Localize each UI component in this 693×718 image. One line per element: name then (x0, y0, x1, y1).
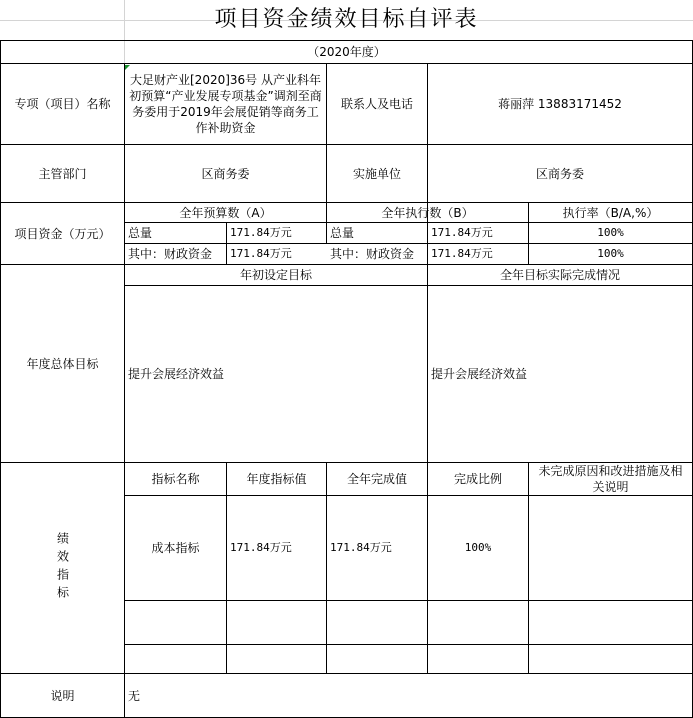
annual-goal-label: 年度总体目标 (26, 356, 99, 371)
funds-budget-value: 171.84万元 (230, 247, 292, 260)
year-label: （2020年度） (307, 45, 386, 59)
rate-header: 执行率（B/A,%） (562, 205, 659, 220)
funds-row-label: 总量 (330, 226, 355, 240)
dept-value: 区商务委 (201, 166, 250, 181)
project-name-value: 大足财产业[2020]36号 从产业科年初预算“产业发展专项基金”调剂至商务委用于2019年会展促销等商务工作补助资金 (129, 73, 322, 135)
funds-budget-value: 171.84万元 (230, 226, 292, 239)
exec-header: 全年执行数（B） (381, 205, 474, 220)
budget-header: 全年预算数（A） (179, 205, 272, 220)
indicator-target: 171.84万元 (230, 541, 292, 554)
reason-header: 未完成原因和改进措施及相关说明 (538, 464, 683, 494)
funds-rate-value: 100% (597, 247, 624, 260)
performance-label: 绩效指标 (55, 532, 70, 604)
funds-row-label: 总量 (128, 226, 153, 240)
dept-label: 主管部门 (38, 166, 87, 181)
indicator-name-header: 指标名称 (151, 472, 200, 486)
funds-row-label: 其中：财政资金 (330, 247, 415, 261)
impl-unit-value: 区商务委 (535, 166, 584, 181)
contact-value: 蒋丽萍 13883171452 (498, 97, 622, 111)
indicator-ratio: 100% (464, 541, 492, 554)
indicator-completed: 171.84万元 (330, 541, 392, 554)
impl-unit-label: 实施单位 (352, 166, 401, 181)
completed-value-header: 全年完成值 (346, 472, 407, 486)
page-title: 项目资金绩效目标自评表 (214, 7, 479, 32)
contact-label: 联系人及电话 (340, 97, 413, 111)
notes-label: 说明 (50, 688, 75, 703)
actual-goal-header: 全年目标实际完成情况 (499, 268, 620, 282)
indicator-name: 成本指标 (151, 541, 200, 555)
funds-label: 项目资金（万元） (14, 226, 111, 241)
project-name-label: 专项（项目）名称 (14, 97, 111, 111)
set-goal-header: 年初设定目标 (239, 268, 312, 282)
funds-rate-value: 100% (597, 226, 624, 239)
actual-goal-value: 提升会展经济效益 (431, 367, 528, 381)
notes-value: 无 (128, 688, 141, 703)
funds-exec-value: 171.84万元 (431, 226, 493, 239)
completion-ratio-header: 完成比例 (453, 472, 502, 486)
indicator-note (529, 496, 692, 600)
funds-row-label: 其中：财政资金 (128, 247, 213, 261)
funds-exec-value: 171.84万元 (431, 247, 493, 260)
set-goal-value: 提升会展经济效益 (128, 367, 225, 381)
annual-target-header: 年度指标值 (246, 472, 307, 486)
